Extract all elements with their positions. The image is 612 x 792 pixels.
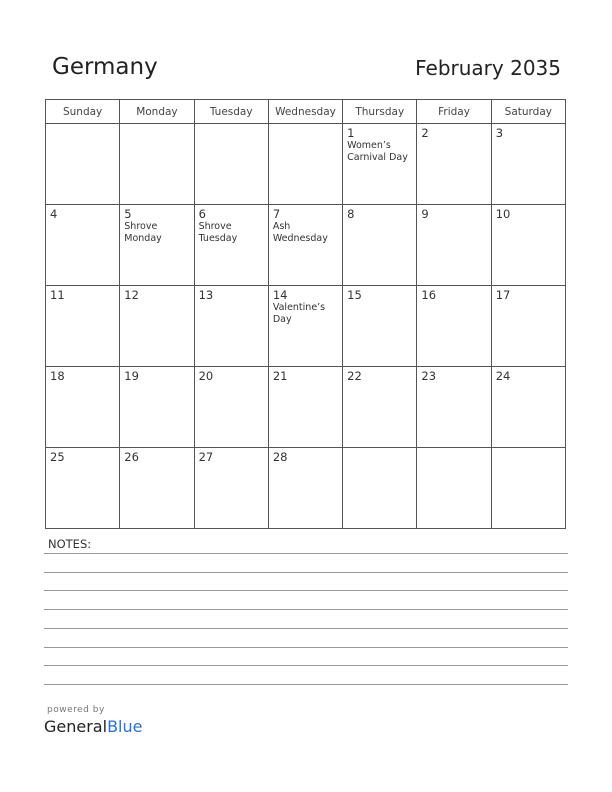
- month-title: February 2035: [415, 56, 561, 80]
- day-cell: [268, 286, 342, 367]
- brand-logo: [44, 717, 142, 736]
- day-number: 14: [272, 288, 288, 302]
- day-cell: [46, 205, 120, 286]
- holiday-label: Ash Wednesday: [272, 221, 328, 244]
- day-cell: [268, 205, 342, 286]
- day-cell: [46, 448, 120, 529]
- day-number: 11: [50, 288, 65, 302]
- note-line: [44, 553, 568, 554]
- day-number: 26: [124, 450, 139, 464]
- week-row: [46, 448, 566, 529]
- day-number: 24: [495, 369, 511, 383]
- day-number: 16: [421, 288, 437, 302]
- day-number: 5: [124, 207, 132, 221]
- day-cell: [417, 124, 491, 205]
- day-cell: [46, 124, 120, 205]
- day-number: 23: [421, 369, 437, 383]
- day-cell: [194, 124, 268, 205]
- day-cell: [343, 286, 417, 367]
- day-number: 20: [198, 369, 214, 383]
- day-number: 3: [495, 126, 504, 140]
- day-cell: [194, 286, 268, 367]
- day-number: 4: [50, 207, 58, 221]
- day-cell: [120, 367, 194, 448]
- notes-label: NOTES:: [48, 537, 92, 551]
- brand-general: General: [44, 717, 108, 736]
- day-number: 17: [495, 288, 511, 302]
- country-title: Germany: [52, 54, 158, 80]
- day-cell: [491, 124, 565, 205]
- week-row: [46, 286, 566, 367]
- day-cell: [194, 367, 268, 448]
- day-cell: [268, 448, 342, 529]
- day-cell: [343, 205, 417, 286]
- day-number: 8: [347, 207, 355, 221]
- note-line: [44, 684, 568, 685]
- day-cell: [343, 124, 417, 205]
- weekday-header: Wednesday: [268, 100, 342, 124]
- day-cell: [194, 205, 268, 286]
- day-cell: [120, 286, 194, 367]
- holiday-label: Shrove Tuesday: [198, 221, 238, 244]
- day-cell: [417, 448, 491, 529]
- day-number: 21: [272, 369, 288, 383]
- weekday-header-row: [46, 100, 566, 124]
- weekday-header: Monday: [120, 100, 194, 124]
- note-line: [44, 609, 568, 610]
- weekday-header: Saturday: [491, 100, 565, 124]
- day-cell: [417, 205, 491, 286]
- calendar-grid: [45, 99, 566, 529]
- holiday-label: Valentine’s Day: [272, 302, 326, 325]
- day-number: 10: [495, 207, 511, 221]
- note-line: [44, 665, 568, 666]
- note-line: [44, 628, 568, 629]
- day-cell: [491, 448, 565, 529]
- week-row: [46, 124, 566, 205]
- day-cell: [491, 286, 565, 367]
- brand-blue: Blue: [107, 717, 143, 736]
- weekday-header: Thursday: [343, 100, 417, 124]
- day-cell: [46, 286, 120, 367]
- day-cell: [194, 448, 268, 529]
- day-cell: [417, 286, 491, 367]
- day-number: 18: [50, 369, 65, 383]
- weekday-header: Tuesday: [194, 100, 268, 124]
- day-cell: [417, 367, 491, 448]
- weekday-header: Sunday: [46, 100, 120, 124]
- note-line: [44, 590, 568, 591]
- week-row: [46, 367, 566, 448]
- holiday-label: Women’s Carnival Day: [347, 140, 408, 163]
- day-number: 28: [272, 450, 288, 464]
- day-number: 27: [198, 450, 214, 464]
- day-number: 7: [272, 207, 281, 221]
- day-cell: [120, 448, 194, 529]
- day-number: 13: [198, 288, 214, 302]
- weekday-header: Friday: [417, 100, 491, 124]
- day-cell: [491, 205, 565, 286]
- holiday-label: Shrove Monday: [124, 221, 162, 244]
- day-number: 1: [347, 126, 355, 140]
- note-line: [44, 572, 568, 573]
- day-cell: [268, 367, 342, 448]
- day-cell: [491, 367, 565, 448]
- day-number: 19: [124, 369, 139, 383]
- day-number: 15: [347, 288, 362, 302]
- day-cell: [120, 205, 194, 286]
- day-number: 12: [124, 288, 139, 302]
- day-cell: [46, 367, 120, 448]
- day-number: 6: [198, 207, 206, 221]
- note-line: [44, 647, 568, 648]
- day-cell: [343, 448, 417, 529]
- day-number: 9: [421, 207, 429, 221]
- day-number: 22: [347, 369, 362, 383]
- day-number: 25: [50, 450, 65, 464]
- powered-by-text: powered by: [47, 705, 105, 715]
- week-row: [46, 205, 566, 286]
- day-cell: [268, 124, 342, 205]
- day-cell: [120, 124, 194, 205]
- day-cell: [343, 367, 417, 448]
- day-number: 2: [421, 126, 429, 140]
